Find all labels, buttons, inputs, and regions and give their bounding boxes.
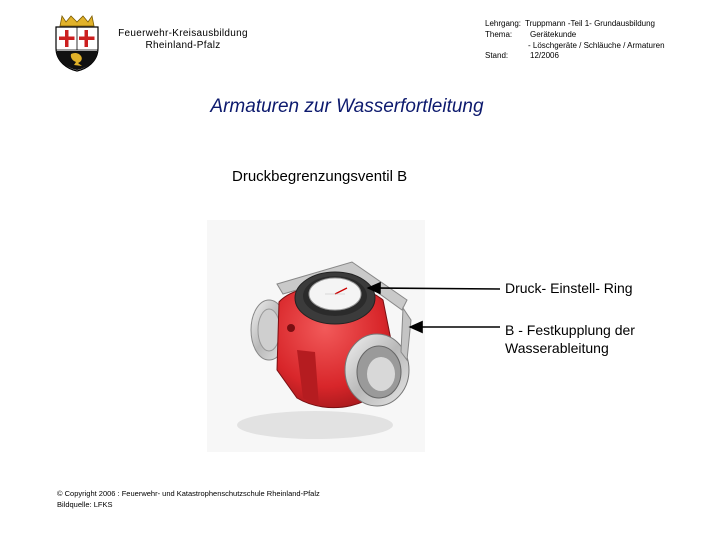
org-name-line2: Rheinland-Pfalz: [145, 40, 221, 51]
thema-value: Gerätekunde: [530, 30, 577, 39]
stand-value: 12/2006: [530, 51, 559, 60]
footer-image-source: Bildquelle: LFKS: [57, 500, 113, 509]
lehrgang-label: Lehrgang:: [485, 19, 522, 28]
stand-label: Stand:: [485, 51, 509, 60]
rlp-coat-of-arms-logo: [52, 14, 102, 72]
lehrgang-value: Truppmann -Teil 1- Grundausbildung: [525, 19, 655, 28]
callout-ring-label: Druck- Einstell- Ring: [505, 280, 633, 296]
thema-detail: - Löschgeräte / Schläuche / Armaturen: [528, 41, 665, 50]
footer-copyright: © Copyright 2006 : Feuerwehr- und Katastrophenschutzschule Rheinland-Pfalz: [57, 489, 320, 498]
callout-coupling-label-line2: Wasserableitung: [505, 340, 609, 356]
thema-label: Thema:: [485, 30, 513, 39]
org-name-line1: Feuerwehr-Kreisausbildung: [118, 28, 248, 39]
slide-title: Armaturen zur Wasserfortleitung: [210, 96, 484, 117]
pressure-relief-valve-photo: [207, 220, 425, 452]
slide-subtitle: Druckbegrenzungsventil B: [232, 168, 408, 185]
footer: [57, 488, 320, 510]
callout-coupling-label-line1: B - Festkupplung der: [505, 322, 635, 338]
